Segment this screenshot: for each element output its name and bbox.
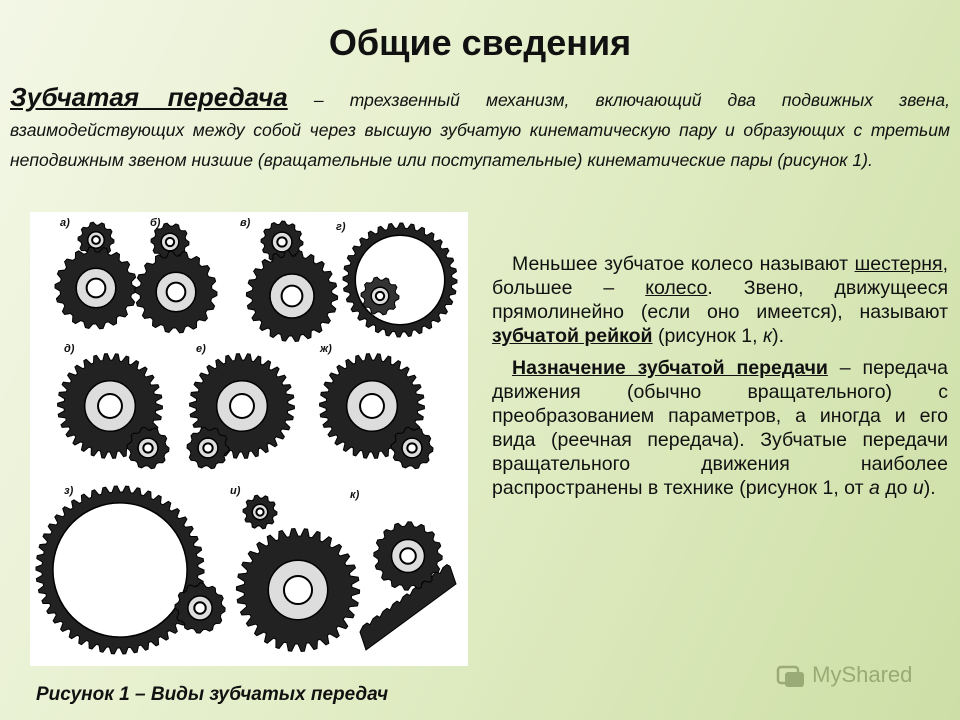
gear-b-large	[135, 251, 217, 333]
intro-term: Зубчатая передача	[10, 82, 288, 112]
label-k: к)	[350, 489, 360, 501]
term-wheel: колесо	[645, 277, 708, 299]
gear-a-large	[55, 247, 137, 329]
gear-zh-bevel	[391, 427, 433, 468]
p1-text-4: (рисунок 1,	[652, 325, 763, 347]
label-b: б)	[150, 217, 161, 229]
term-purpose: Назначение зубчатой передачи	[512, 357, 828, 379]
paragraph-purpose	[492, 356, 948, 500]
gear-i-small	[243, 495, 277, 529]
p1-text-3: . Звено, движущееся прямолинейно (если оно имеется), называют	[492, 277, 948, 323]
label-a: а)	[60, 217, 70, 229]
label-d: д)	[64, 343, 75, 355]
term-pinion: шестерня	[854, 253, 943, 275]
intro-text: – трехзвенный механизм, включающий два подвижных звена, взаимодействующих между собой через высшую зубчатую кинематическую пару и образующих с третьим неподвижным звеном низшие (вращательные или поступательные) кинематические пары (рисунок 1).	[10, 90, 950, 170]
figure-caption: Рисунок 1 – Виды зубчатых передач	[36, 684, 389, 705]
gear-d-bevel	[127, 427, 169, 468]
p2-italic-i: и	[912, 477, 924, 499]
label-e: е)	[196, 343, 206, 355]
term-rack: зубчатой рейкой	[492, 325, 653, 347]
gear-v-large	[246, 251, 337, 342]
p1-text-1: Меньшее зубчатое колесо называют	[512, 253, 855, 275]
gear-z-internal	[36, 486, 204, 654]
myshared-logo-icon	[776, 663, 806, 689]
gear-k-pinion	[374, 522, 442, 590]
text-column	[492, 252, 948, 508]
intro-definition	[10, 82, 950, 175]
gear-g-internal	[343, 223, 457, 337]
slide-title: Общие сведения	[328, 22, 632, 63]
gear-i-large	[236, 529, 359, 652]
gear-types-figure	[30, 212, 468, 666]
p2-italic-a: а	[868, 477, 880, 499]
watermark-text: MyShared	[812, 662, 913, 687]
paragraph-definitions	[492, 252, 948, 348]
p1-text-2: , большее –	[492, 253, 948, 299]
p1-text-5: ).	[772, 325, 785, 347]
label-z: з)	[64, 485, 74, 497]
label-zh: ж)	[320, 343, 332, 355]
label-i: и)	[230, 485, 241, 497]
p2-text-1: – передача движения (обычно вращательного) с преобразованием параметров, а иногда и его вида (реечная передача). Зубчатые передачи вращательного движения наиболее распространены в технике (рисунок 1, от	[492, 357, 948, 499]
p2-text-2: до	[879, 477, 913, 499]
label-g: г)	[336, 221, 346, 233]
label-v: в)	[240, 217, 251, 229]
gear-types-illustration	[30, 212, 468, 666]
p2-text-3: ).	[923, 477, 936, 499]
myshared-watermark	[776, 662, 946, 688]
p1-italic-k: к	[762, 325, 773, 347]
